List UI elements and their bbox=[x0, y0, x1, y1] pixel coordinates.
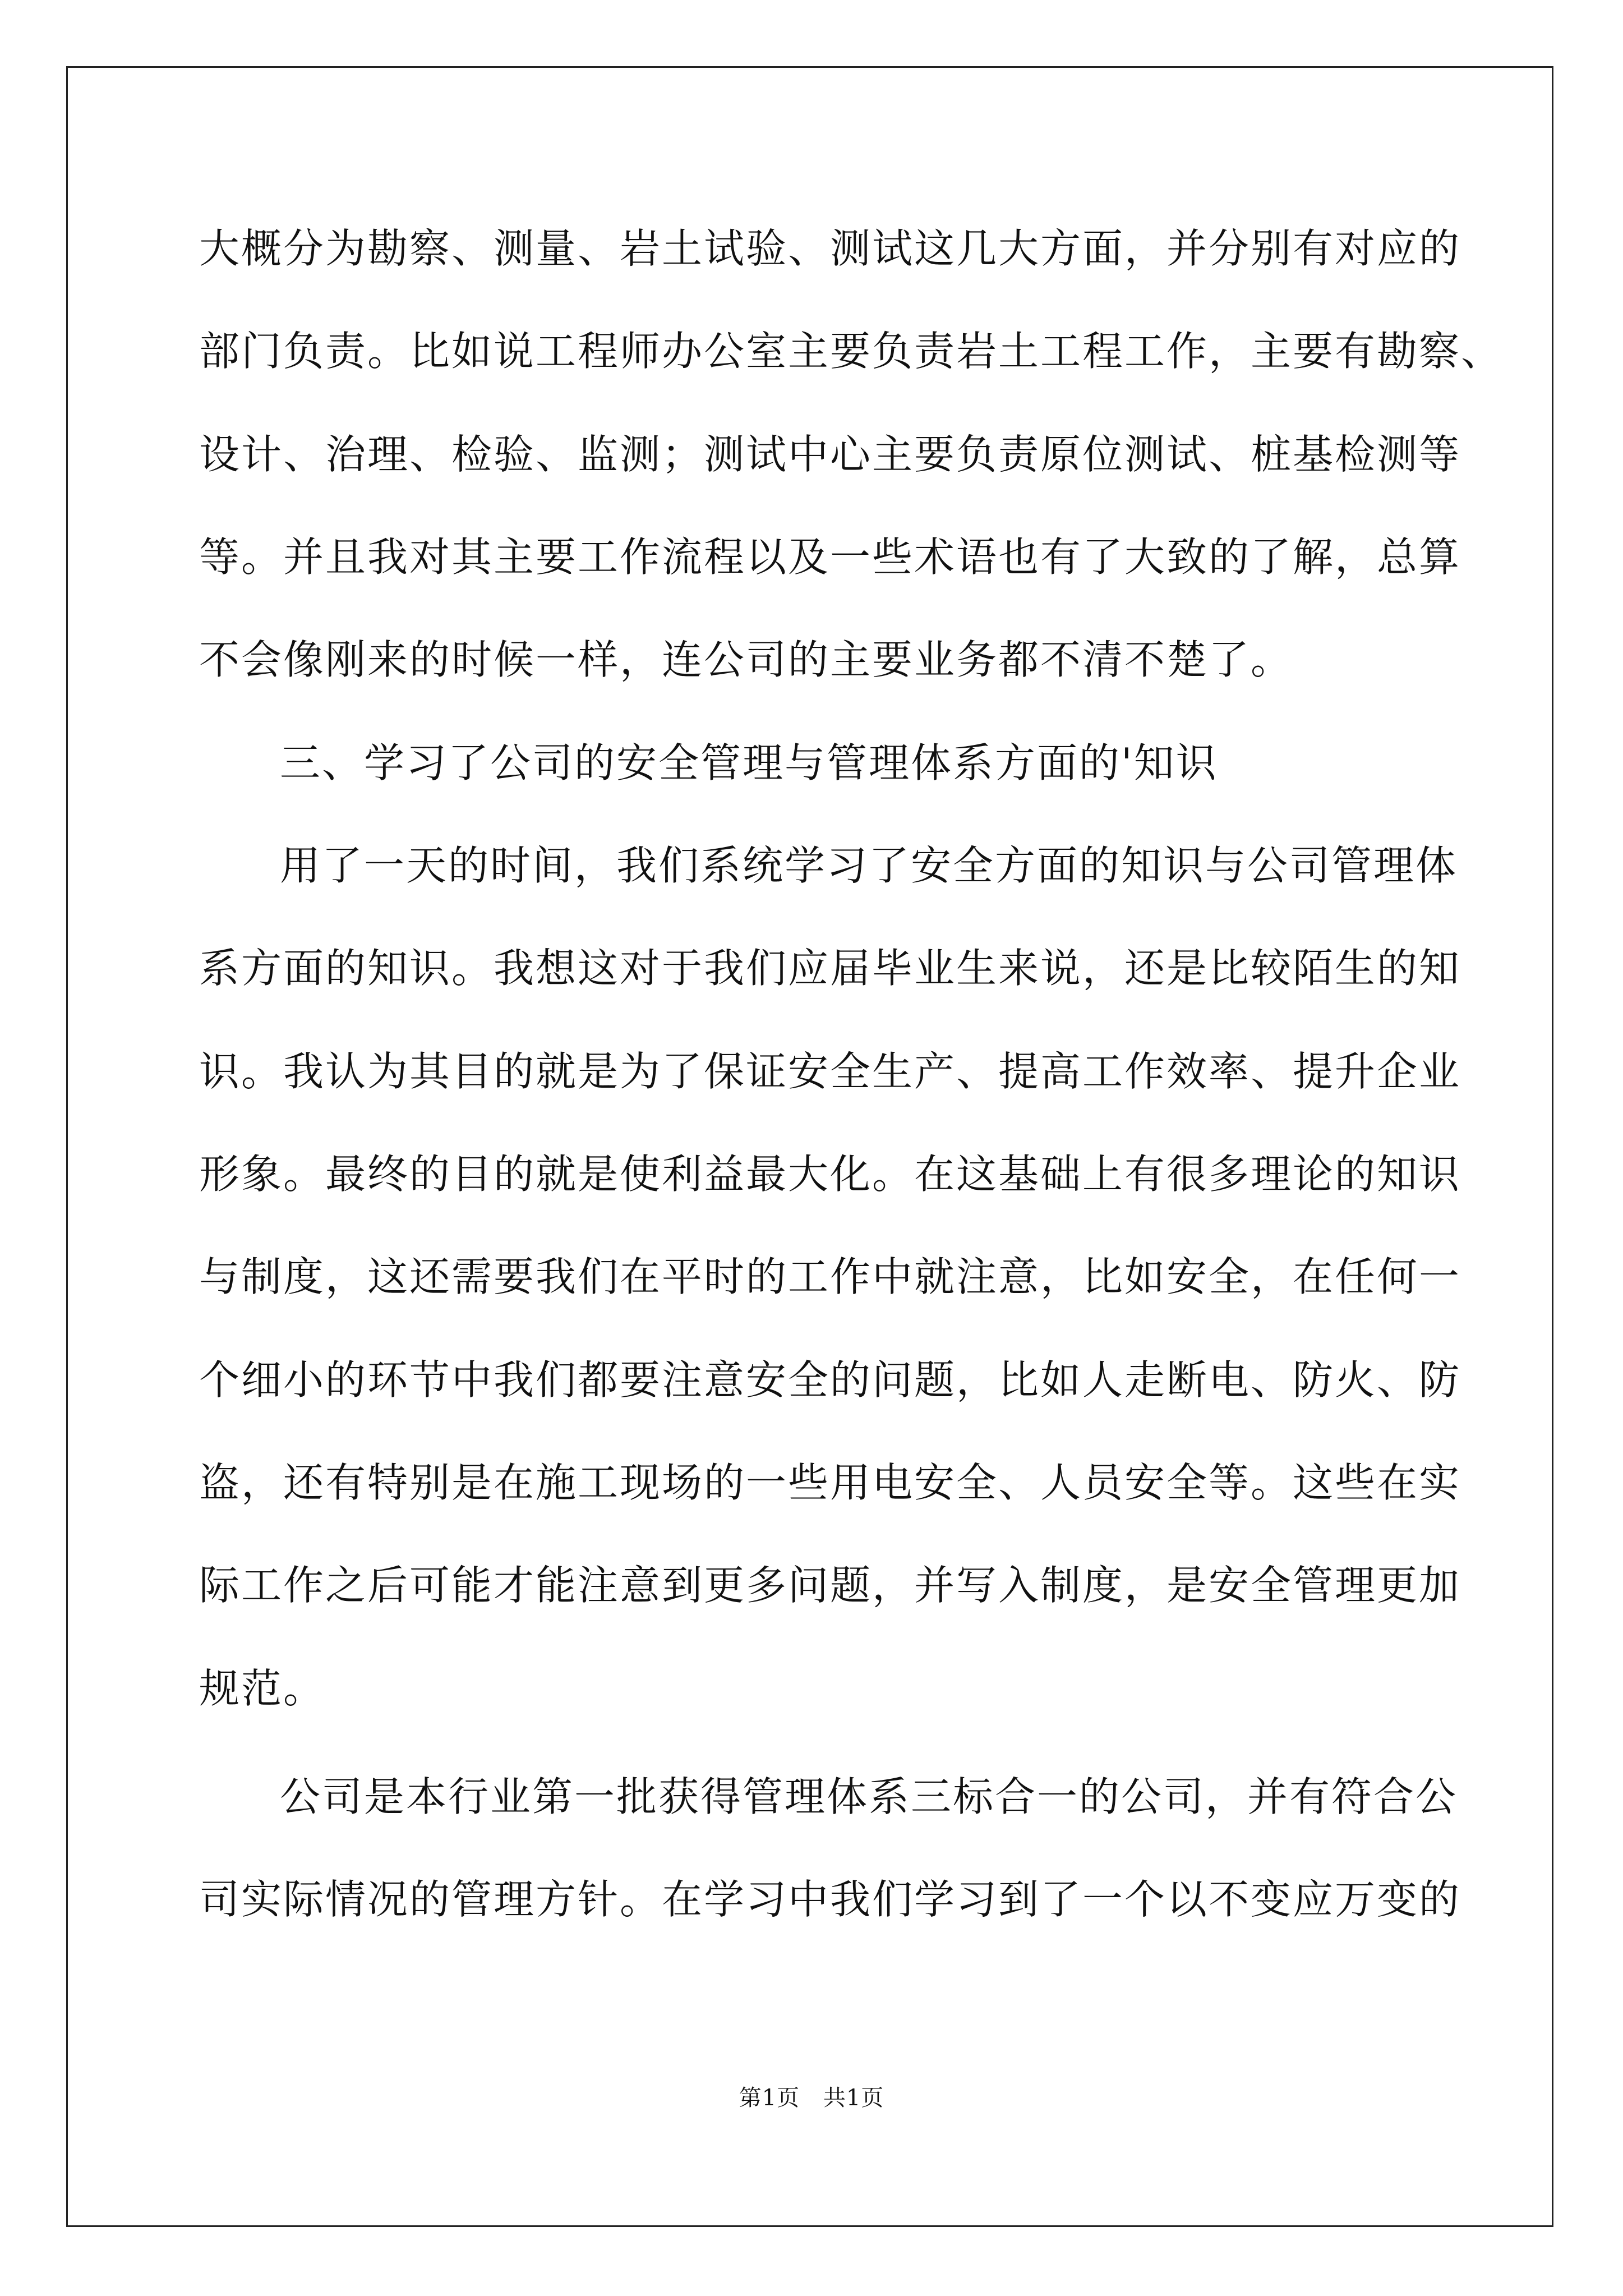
text-line: 部门负责。比如说工程师办公室主要负责岩土工程工作，主要有勘察、 bbox=[199, 328, 1504, 375]
text-line: 系方面的知识。我想这对于我们应届毕业生来说，还是比较陌生的知 bbox=[199, 945, 1461, 992]
paragraph-start-line: 公司是本行业第一批获得管理体系三标合一的公司，并有符合公 bbox=[280, 1773, 1458, 1820]
page-footer bbox=[0, 2082, 1623, 2114]
text-line: 形象。最终的目的就是使利益最大化。在这基础上有很多理论的知识 bbox=[199, 1151, 1461, 1198]
text-line: 际工作之后可能才能注意到更多问题，并写入制度，是安全管理更加 bbox=[199, 1562, 1461, 1609]
text-line: 等。并且我对其主要工作流程以及一些术语也有了大致的了解，总算 bbox=[199, 533, 1461, 581]
paragraph-start-line: 用了一天的时间，我们系统学习了安全方面的知识与公司管理体 bbox=[280, 842, 1458, 889]
page-number-total: 共1页 bbox=[823, 2085, 884, 2111]
text-line: 与制度，这还需要我们在平时的工作中就注意，比如安全，在任何一 bbox=[199, 1253, 1461, 1300]
text-line: 个细小的环节中我们都要注意安全的问题，比如人走断电、防火、防 bbox=[199, 1356, 1461, 1404]
text-line: 设计、治理、检验、监测；测试中心主要负责原位测试、桩基检测等 bbox=[199, 431, 1461, 478]
text-line: 盗，还有特别是在施工现场的一些用电安全、人员安全等。这些在实 bbox=[199, 1459, 1461, 1506]
text-line: 司实际情况的管理方针。在学习中我们学习到了一个以不变应万变的 bbox=[199, 1876, 1461, 1923]
page-number-current: 第1页 bbox=[739, 2085, 800, 2111]
text-line: 大概分为勘察、测量、岩土试验、测试这几大方面，并分别有对应的 bbox=[199, 225, 1461, 272]
text-line: 识。我认为其目的就是为了保证安全生产、提高工作效率、提升企业 bbox=[199, 1048, 1461, 1095]
section-heading: 三、学习了公司的安全管理与管理体系方面的'知识 bbox=[280, 739, 1218, 786]
text-line: 不会像刚来的时候一样，连公司的主要业务都不清不楚了。 bbox=[199, 636, 1293, 683]
text-line: 规范。 bbox=[199, 1665, 326, 1712]
